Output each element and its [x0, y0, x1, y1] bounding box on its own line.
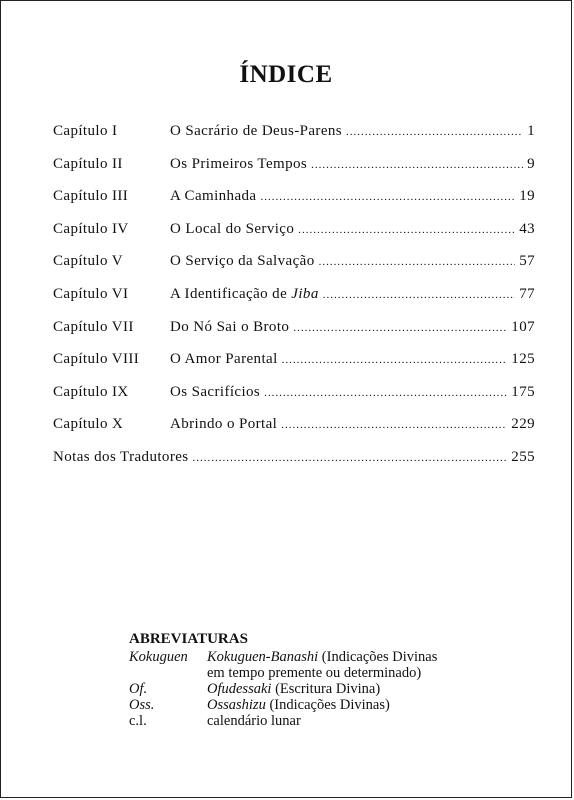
- toc-chapter-label: Capítulo VI: [53, 285, 129, 302]
- abbreviation-meaning: calendário lunar: [207, 713, 301, 729]
- abbreviation-desc: (Escritura Divina): [271, 681, 381, 697]
- toc-entry-notes: [53, 449, 535, 482]
- toc-chapter-title: Os Primeiros Tempos: [170, 155, 308, 172]
- toc-leader-dots: [281, 419, 507, 431]
- toc-chapter-title: Abrindo o Portal: [170, 416, 278, 433]
- toc-entry: [53, 351, 535, 384]
- toc-page-number: 229: [511, 416, 535, 433]
- toc-page-number: 77: [519, 285, 535, 302]
- toc-leader-dots: [323, 289, 515, 301]
- toc-chapter-title: Os Sacrifícios: [170, 383, 261, 400]
- toc-leader-dots: [282, 354, 508, 366]
- toc-entry: [53, 188, 535, 221]
- toc-page-number: 9: [527, 155, 535, 172]
- toc-chapter-title: A Caminhada: [170, 188, 257, 205]
- abbreviations-section: [129, 631, 509, 729]
- toc-chapter-title: O Local do Serviço: [170, 220, 295, 237]
- abbreviation-meaning: [207, 649, 509, 665]
- toc-leader-dots: [298, 224, 515, 236]
- toc-title-italic: Jiba: [291, 285, 319, 302]
- toc-entry: [53, 319, 535, 352]
- toc-leader-dots: [311, 159, 523, 171]
- abbreviation-desc: (Indicações Divinas: [318, 649, 438, 665]
- toc-chapter-label: Capítulo III: [53, 188, 129, 205]
- abbreviation-key: Of.: [129, 681, 148, 697]
- toc-leader-dots: [346, 126, 523, 138]
- toc-page-number: 43: [519, 220, 535, 237]
- toc-leader-dots: [293, 322, 507, 334]
- toc-page-number: 107: [511, 318, 535, 335]
- abbreviation-key: Oss.: [129, 697, 155, 713]
- toc-chapter-title: O Serviço da Salvação: [170, 253, 315, 270]
- abbreviation-meaning: [207, 681, 509, 697]
- abbreviation-key: c.l.: [129, 713, 147, 729]
- abbreviation-desc-continued: em tempo premente ou determinado): [207, 665, 422, 681]
- toc-chapter-title: O Sacrário de Deus-Parens: [170, 123, 343, 139]
- toc-leader-dots: [260, 191, 515, 203]
- toc-entry: [53, 286, 535, 319]
- abbreviation-entry: [129, 681, 509, 697]
- toc-chapter-label: Capítulo VII: [53, 318, 134, 335]
- toc-title-text: A Identificação de: [170, 285, 292, 302]
- toc-page-number: 175: [511, 383, 535, 400]
- abbreviation-entry: [129, 649, 509, 665]
- toc-chapter-label: Capítulo II: [53, 155, 123, 172]
- table-of-contents: [53, 123, 535, 482]
- toc-notes-title: Notas dos Tradutores: [53, 448, 189, 465]
- toc-chapter-title: O Amor Parental: [170, 351, 278, 368]
- abbreviations-heading: ABREVIATURAS: [129, 631, 248, 647]
- abbreviation-key: Kokuguen: [129, 649, 188, 665]
- toc-chapter-label: Capítulo IV: [53, 220, 129, 237]
- abbreviation-key-spacer: [129, 665, 207, 681]
- abbreviation-entry: [129, 697, 509, 713]
- abbreviation-entry-continued: [129, 665, 509, 681]
- toc-entry: [53, 156, 535, 189]
- toc-chapter-label: Capítulo X: [53, 416, 124, 433]
- toc-page-number: 57: [519, 253, 535, 270]
- abbreviation-term: Ofudessaki: [207, 681, 272, 697]
- toc-entry: [53, 221, 535, 254]
- toc-leader-dots: [264, 387, 507, 399]
- toc-page-number: 1: [527, 123, 535, 139]
- abbreviation-meaning: [207, 697, 509, 713]
- abbreviation-desc: (Indicações Divinas): [265, 697, 390, 713]
- toc-chapter-label: Capítulo IX: [53, 383, 129, 400]
- toc-entry: [53, 253, 535, 286]
- toc-entry: [53, 416, 535, 449]
- toc-page-number: 19: [519, 188, 535, 205]
- toc-page-number: 255: [511, 448, 535, 465]
- abbreviation-entry: [129, 713, 509, 729]
- toc-leader-dots: [193, 452, 508, 464]
- toc-chapter-label: Capítulo I: [53, 123, 118, 139]
- toc-chapter-label: Capítulo V: [53, 253, 123, 270]
- toc-entry: [53, 123, 535, 156]
- toc-chapter-title: [170, 286, 319, 303]
- toc-leader-dots: [319, 256, 516, 268]
- toc-page-number: 125: [511, 351, 535, 368]
- toc-chapter-label: Capítulo VIII: [53, 351, 140, 368]
- abbreviation-term: Ossashizu: [207, 697, 266, 713]
- toc-entry: [53, 384, 535, 417]
- page-title: ÍNDICE: [239, 61, 333, 88]
- toc-chapter-title: Do Nó Sai o Broto: [170, 318, 290, 335]
- abbreviation-term: Kokuguen-Banashi: [207, 649, 319, 665]
